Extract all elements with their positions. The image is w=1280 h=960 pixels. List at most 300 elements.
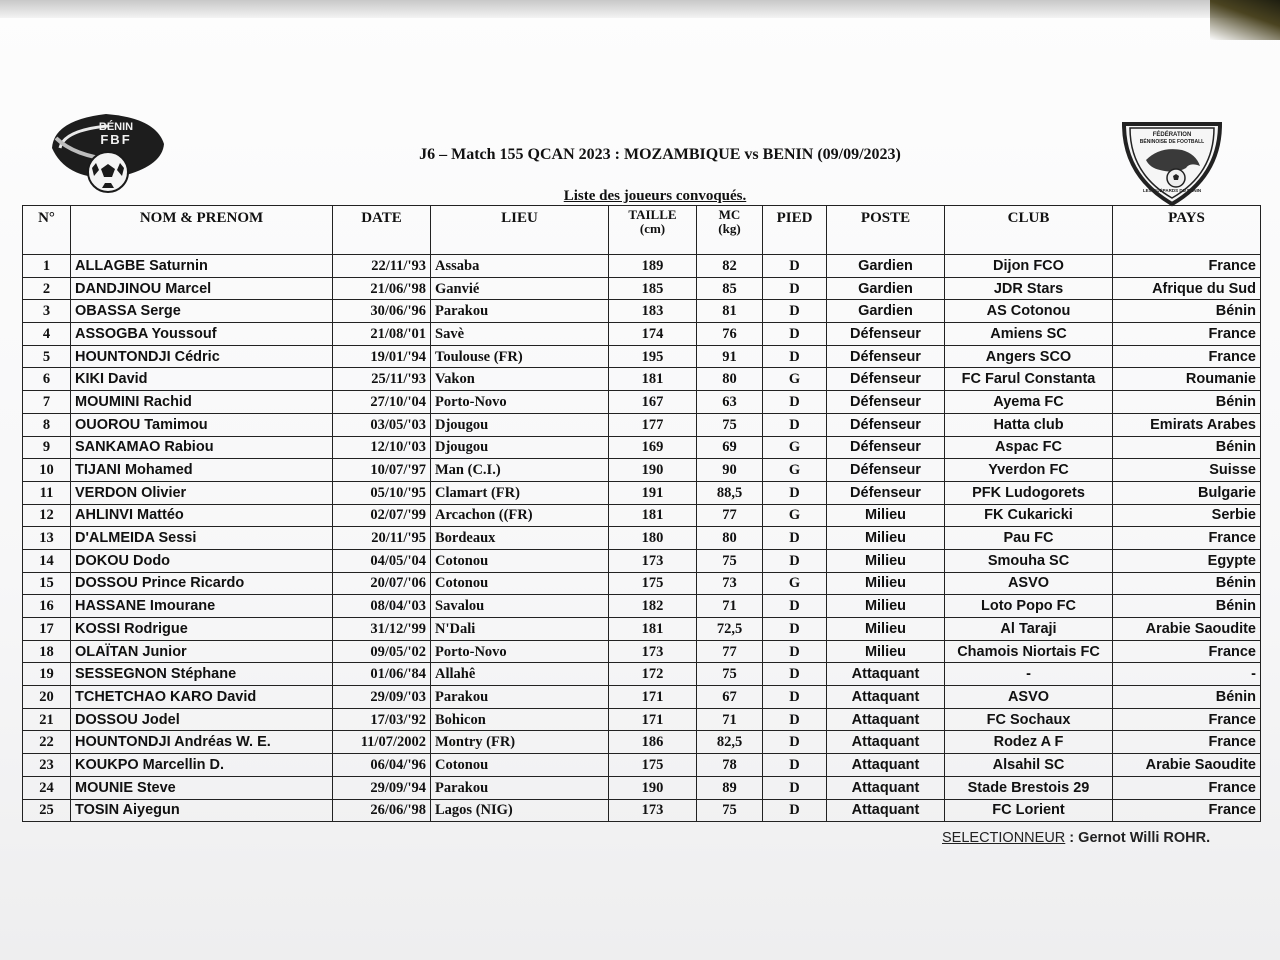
cell-date: 25/11/'93 bbox=[333, 368, 431, 391]
cell-taille: 174 bbox=[609, 323, 697, 346]
cell-club: Smouha SC bbox=[945, 549, 1113, 572]
cell-mc: 73 bbox=[697, 572, 763, 595]
cell-taille: 181 bbox=[609, 504, 697, 527]
cell-club: Alsahil SC bbox=[945, 754, 1113, 777]
cell-lieu: Arcachon ((FR) bbox=[431, 504, 609, 527]
table-row bbox=[23, 300, 1261, 323]
col-header-club: CLUB bbox=[945, 206, 1113, 255]
table-row bbox=[23, 323, 1261, 346]
cell-mc: 80 bbox=[697, 368, 763, 391]
cell-lieu: N'Dali bbox=[431, 618, 609, 641]
cell-num: 10 bbox=[23, 459, 71, 482]
cell-lieu: Cotonou bbox=[431, 754, 609, 777]
cell-club: AS Cotonou bbox=[945, 300, 1113, 323]
cell-taille: 175 bbox=[609, 572, 697, 595]
cell-lieu: Parakou bbox=[431, 300, 609, 323]
cell-poste: Milieu bbox=[827, 504, 945, 527]
cell-mc: 77 bbox=[697, 504, 763, 527]
cell-mc: 76 bbox=[697, 323, 763, 346]
paper-edge bbox=[0, 0, 1280, 18]
cell-pays: France bbox=[1113, 776, 1261, 799]
cell-name: MOUMINI Rachid bbox=[71, 391, 333, 414]
cell-num: 7 bbox=[23, 391, 71, 414]
cell-pied: D bbox=[763, 323, 827, 346]
cell-name: HOUNTONDJI Andréas W. E. bbox=[71, 731, 333, 754]
table-row bbox=[23, 663, 1261, 686]
cell-num: 22 bbox=[23, 731, 71, 754]
col-header-name: NOM & PRENOM bbox=[71, 206, 333, 255]
cell-num: 2 bbox=[23, 277, 71, 300]
cell-pied: D bbox=[763, 481, 827, 504]
cell-date: 29/09/'94 bbox=[333, 776, 431, 799]
cell-mc: 89 bbox=[697, 776, 763, 799]
svg-text:BÉNINOISE DE FOOTBALL: BÉNINOISE DE FOOTBALL bbox=[1139, 139, 1205, 145]
cell-taille: 173 bbox=[609, 799, 697, 822]
cell-pied: D bbox=[763, 255, 827, 278]
cell-num: 21 bbox=[23, 708, 71, 731]
cell-mc: 71 bbox=[697, 708, 763, 731]
table-row bbox=[23, 368, 1261, 391]
cell-pied: D bbox=[763, 413, 827, 436]
cell-pied: D bbox=[763, 799, 827, 822]
cell-poste: Défenseur bbox=[827, 481, 945, 504]
cell-poste: Gardien bbox=[827, 300, 945, 323]
list-subtitle: Liste des joueurs convoqués. bbox=[563, 188, 747, 204]
cell-lieu: Bohicon bbox=[431, 708, 609, 731]
cell-club: PFK Ludogorets bbox=[945, 481, 1113, 504]
match-title: J6 – Match 155 QCAN 2023 : MOZAMBIQUE vs BENIN (09/09/2023) bbox=[419, 146, 901, 163]
cell-name: SANKAMAO Rabiou bbox=[71, 436, 333, 459]
cell-mc: 67 bbox=[697, 686, 763, 709]
cell-name: TIJANI Mohamed bbox=[71, 459, 333, 482]
cell-mc: 63 bbox=[697, 391, 763, 414]
col-header-poste: POSTE bbox=[827, 206, 945, 255]
cell-pied: G bbox=[763, 504, 827, 527]
cell-num: 18 bbox=[23, 640, 71, 663]
cell-poste: Milieu bbox=[827, 640, 945, 663]
cell-name: TCHETCHAO KARO David bbox=[71, 686, 333, 709]
col-header-date: DATE bbox=[333, 206, 431, 255]
cell-name: HASSANE Imourane bbox=[71, 595, 333, 618]
players-table bbox=[22, 205, 1261, 822]
cell-lieu: Toulouse (FR) bbox=[431, 345, 609, 368]
cell-pays: Bulgarie bbox=[1113, 481, 1261, 504]
table-row bbox=[23, 345, 1261, 368]
cell-taille: 167 bbox=[609, 391, 697, 414]
cell-pays: France bbox=[1113, 708, 1261, 731]
table-row bbox=[23, 595, 1261, 618]
cell-pied: D bbox=[763, 731, 827, 754]
cell-mc: 81 bbox=[697, 300, 763, 323]
cell-mc: 75 bbox=[697, 799, 763, 822]
cell-lieu: Cotonou bbox=[431, 572, 609, 595]
cell-club: Hatta club bbox=[945, 413, 1113, 436]
cell-pays: Bénin bbox=[1113, 686, 1261, 709]
table-row bbox=[23, 436, 1261, 459]
cell-taille: 175 bbox=[609, 754, 697, 777]
cell-pays: Egypte bbox=[1113, 549, 1261, 572]
cell-lieu: Djougou bbox=[431, 436, 609, 459]
cell-club: Yverdon FC bbox=[945, 459, 1113, 482]
cell-name: SESSEGNON Stéphane bbox=[71, 663, 333, 686]
cell-club: Dijon FCO bbox=[945, 255, 1113, 278]
cell-mc: 82 bbox=[697, 255, 763, 278]
cell-poste: Défenseur bbox=[827, 413, 945, 436]
cell-club: Ayema FC bbox=[945, 391, 1113, 414]
cell-num: 8 bbox=[23, 413, 71, 436]
cell-date: 20/11/'95 bbox=[333, 527, 431, 550]
cell-num: 1 bbox=[23, 255, 71, 278]
cell-lieu: Savalou bbox=[431, 595, 609, 618]
cell-poste: Défenseur bbox=[827, 436, 945, 459]
cell-num: 24 bbox=[23, 776, 71, 799]
cell-club: Aspac FC bbox=[945, 436, 1113, 459]
cell-club: Amiens SC bbox=[945, 323, 1113, 346]
col-header-mc bbox=[697, 206, 763, 255]
cell-pays: Serbie bbox=[1113, 504, 1261, 527]
cell-club: JDR Stars bbox=[945, 277, 1113, 300]
cell-taille: 195 bbox=[609, 345, 697, 368]
cell-name: DOSSOU Prince Ricardo bbox=[71, 572, 333, 595]
cell-name: KOSSI Rodrigue bbox=[71, 618, 333, 641]
table-row bbox=[23, 413, 1261, 436]
cell-date: 26/06/'98 bbox=[333, 799, 431, 822]
cell-taille: 173 bbox=[609, 640, 697, 663]
table-row bbox=[23, 618, 1261, 641]
cell-taille: 191 bbox=[609, 481, 697, 504]
cell-date: 27/10/'04 bbox=[333, 391, 431, 414]
cell-taille: 172 bbox=[609, 663, 697, 686]
cell-taille: 173 bbox=[609, 549, 697, 572]
cell-date: 08/04/'03 bbox=[333, 595, 431, 618]
cell-pays: France bbox=[1113, 323, 1261, 346]
mc-unit: (kg) bbox=[718, 221, 741, 236]
cell-poste: Milieu bbox=[827, 572, 945, 595]
cell-poste: Défenseur bbox=[827, 323, 945, 346]
cell-taille: 186 bbox=[609, 731, 697, 754]
cell-club: ASVO bbox=[945, 686, 1113, 709]
cell-pied: G bbox=[763, 368, 827, 391]
cell-name: MOUNIE Steve bbox=[71, 776, 333, 799]
cell-pays: Afrique du Sud bbox=[1113, 277, 1261, 300]
cell-mc: 77 bbox=[697, 640, 763, 663]
cell-lieu: Djougou bbox=[431, 413, 609, 436]
cell-taille: 182 bbox=[609, 595, 697, 618]
cell-club: Chamois Niortais FC bbox=[945, 640, 1113, 663]
cell-lieu: Clamart (FR) bbox=[431, 481, 609, 504]
cell-mc: 88,5 bbox=[697, 481, 763, 504]
cell-name: OBASSA Serge bbox=[71, 300, 333, 323]
col-header-num: N° bbox=[23, 206, 71, 255]
cell-num: 13 bbox=[23, 527, 71, 550]
cell-pays: - bbox=[1113, 663, 1261, 686]
cell-pied: D bbox=[763, 345, 827, 368]
cell-poste: Attaquant bbox=[827, 708, 945, 731]
cell-club: Stade Brestois 29 bbox=[945, 776, 1113, 799]
table-row bbox=[23, 391, 1261, 414]
cell-taille: 185 bbox=[609, 277, 697, 300]
cell-date: 20/07/'06 bbox=[333, 572, 431, 595]
cell-num: 14 bbox=[23, 549, 71, 572]
cell-date: 11/07/2002 bbox=[333, 731, 431, 754]
cell-mc: 85 bbox=[697, 277, 763, 300]
table-row bbox=[23, 527, 1261, 550]
cell-num: 25 bbox=[23, 799, 71, 822]
cell-lieu: Montry (FR) bbox=[431, 731, 609, 754]
cell-num: 3 bbox=[23, 300, 71, 323]
background-corner bbox=[1210, 0, 1280, 40]
table-row bbox=[23, 754, 1261, 777]
cell-name: ALLAGBE Saturnin bbox=[71, 255, 333, 278]
cell-pied: D bbox=[763, 686, 827, 709]
cell-name: VERDON Olivier bbox=[71, 481, 333, 504]
cell-pays: Bénin bbox=[1113, 391, 1261, 414]
cell-club: FC Lorient bbox=[945, 799, 1113, 822]
col-header-pied: PIED bbox=[763, 206, 827, 255]
cell-pays: France bbox=[1113, 731, 1261, 754]
col-header-pays: PAYS bbox=[1113, 206, 1261, 255]
cell-name: AHLINVI Mattéo bbox=[71, 504, 333, 527]
cell-lieu: Savè bbox=[431, 323, 609, 346]
cell-taille: 177 bbox=[609, 413, 697, 436]
cell-pied: D bbox=[763, 663, 827, 686]
cell-pays: Roumanie bbox=[1113, 368, 1261, 391]
players-table-body bbox=[23, 255, 1261, 822]
cell-poste: Défenseur bbox=[827, 345, 945, 368]
cell-pied: G bbox=[763, 572, 827, 595]
table-row bbox=[23, 481, 1261, 504]
cell-club: FC Sochaux bbox=[945, 708, 1113, 731]
coach-label: SELECTIONNEUR bbox=[942, 830, 1066, 846]
cell-poste: Attaquant bbox=[827, 686, 945, 709]
cell-date: 06/04/'96 bbox=[333, 754, 431, 777]
cell-pays: Emirats Arabes bbox=[1113, 413, 1261, 436]
cell-date: 05/10/'95 bbox=[333, 481, 431, 504]
cell-date: 17/03/'92 bbox=[333, 708, 431, 731]
table-row bbox=[23, 255, 1261, 278]
cell-poste: Milieu bbox=[827, 595, 945, 618]
cell-poste: Milieu bbox=[827, 527, 945, 550]
cell-pied: D bbox=[763, 549, 827, 572]
cell-taille: 189 bbox=[609, 255, 697, 278]
svg-text:BÉNIN: BÉNIN bbox=[98, 121, 134, 133]
cell-name: DOKOU Dodo bbox=[71, 549, 333, 572]
cell-pied: D bbox=[763, 300, 827, 323]
cell-pays: Bénin bbox=[1113, 300, 1261, 323]
cell-poste: Attaquant bbox=[827, 663, 945, 686]
table-row bbox=[23, 572, 1261, 595]
cell-pays: France bbox=[1113, 255, 1261, 278]
cell-pays: Arabie Saoudite bbox=[1113, 618, 1261, 641]
cell-name: DANDJINOU Marcel bbox=[71, 277, 333, 300]
cell-date: 10/07/'97 bbox=[333, 459, 431, 482]
cell-club: Al Taraji bbox=[945, 618, 1113, 641]
cell-mc: 75 bbox=[697, 549, 763, 572]
table-row bbox=[23, 799, 1261, 822]
cell-date: 12/10/'03 bbox=[333, 436, 431, 459]
cell-num: 4 bbox=[23, 323, 71, 346]
table-row bbox=[23, 708, 1261, 731]
cell-pays: Bénin bbox=[1113, 572, 1261, 595]
cell-pays: Bénin bbox=[1113, 595, 1261, 618]
cell-date: 21/06/'98 bbox=[333, 277, 431, 300]
cell-mc: 78 bbox=[697, 754, 763, 777]
cell-pays: France bbox=[1113, 345, 1261, 368]
cell-mc: 91 bbox=[697, 345, 763, 368]
cell-club: - bbox=[945, 663, 1113, 686]
cell-pays: France bbox=[1113, 527, 1261, 550]
col-header-taille bbox=[609, 206, 697, 255]
cell-num: 17 bbox=[23, 618, 71, 641]
cell-lieu: Cotonou bbox=[431, 549, 609, 572]
cell-pied: D bbox=[763, 776, 827, 799]
coach-line bbox=[942, 830, 1210, 846]
cell-lieu: Man (C.I.) bbox=[431, 459, 609, 482]
coach-separator: : bbox=[1065, 830, 1079, 846]
cell-taille: 171 bbox=[609, 686, 697, 709]
cell-name: ASSOGBA Youssouf bbox=[71, 323, 333, 346]
cell-lieu: Lagos (NIG) bbox=[431, 799, 609, 822]
cell-taille: 181 bbox=[609, 368, 697, 391]
cell-pied: D bbox=[763, 595, 827, 618]
cell-pied: D bbox=[763, 640, 827, 663]
cell-mc: 75 bbox=[697, 663, 763, 686]
cell-club: Angers SCO bbox=[945, 345, 1113, 368]
cell-name: D'ALMEIDA Sessi bbox=[71, 527, 333, 550]
cell-name: KIKI David bbox=[71, 368, 333, 391]
cell-pied: D bbox=[763, 391, 827, 414]
cell-poste: Défenseur bbox=[827, 391, 945, 414]
cell-poste: Attaquant bbox=[827, 754, 945, 777]
table-row bbox=[23, 277, 1261, 300]
cell-club: FC Farul Constanta bbox=[945, 368, 1113, 391]
cell-date: 29/09/'03 bbox=[333, 686, 431, 709]
taille-label: TAILLE bbox=[628, 207, 677, 222]
cell-num: 15 bbox=[23, 572, 71, 595]
cell-pied: G bbox=[763, 436, 827, 459]
cell-num: 5 bbox=[23, 345, 71, 368]
table-row bbox=[23, 686, 1261, 709]
cell-poste: Attaquant bbox=[827, 731, 945, 754]
cell-lieu: Ganvié bbox=[431, 277, 609, 300]
table-row bbox=[23, 504, 1261, 527]
cell-num: 9 bbox=[23, 436, 71, 459]
cell-taille: 169 bbox=[609, 436, 697, 459]
cell-name: TOSIN Aiyegun bbox=[71, 799, 333, 822]
cell-poste: Défenseur bbox=[827, 459, 945, 482]
cell-num: 19 bbox=[23, 663, 71, 686]
cell-name: HOUNTONDJI Cédric bbox=[71, 345, 333, 368]
cell-taille: 190 bbox=[609, 459, 697, 482]
cell-num: 20 bbox=[23, 686, 71, 709]
cell-poste: Gardien bbox=[827, 255, 945, 278]
cell-mc: 72,5 bbox=[697, 618, 763, 641]
cell-lieu: Allahê bbox=[431, 663, 609, 686]
table-row bbox=[23, 459, 1261, 482]
table-row bbox=[23, 640, 1261, 663]
cell-lieu: Assaba bbox=[431, 255, 609, 278]
cell-taille: 180 bbox=[609, 527, 697, 550]
cell-mc: 82,5 bbox=[697, 731, 763, 754]
cell-poste: Attaquant bbox=[827, 776, 945, 799]
cell-pays: France bbox=[1113, 640, 1261, 663]
cell-lieu: Porto-Novo bbox=[431, 640, 609, 663]
cell-taille: 190 bbox=[609, 776, 697, 799]
cell-name: DOSSOU Jodel bbox=[71, 708, 333, 731]
cell-taille: 181 bbox=[609, 618, 697, 641]
cell-pied: G bbox=[763, 459, 827, 482]
cell-poste: Défenseur bbox=[827, 368, 945, 391]
cell-mc: 69 bbox=[697, 436, 763, 459]
cell-date: 21/08/'01 bbox=[333, 323, 431, 346]
cell-taille: 183 bbox=[609, 300, 697, 323]
cell-poste: Milieu bbox=[827, 549, 945, 572]
coach-name: Gernot Willi ROHR. bbox=[1078, 830, 1211, 846]
cell-lieu: Parakou bbox=[431, 776, 609, 799]
cell-date: 30/06/'96 bbox=[333, 300, 431, 323]
cell-lieu: Parakou bbox=[431, 686, 609, 709]
cell-date: 09/05/'02 bbox=[333, 640, 431, 663]
cell-date: 04/05/'04 bbox=[333, 549, 431, 572]
cell-lieu: Porto-Novo bbox=[431, 391, 609, 414]
cell-date: 22/11/'93 bbox=[333, 255, 431, 278]
cell-date: 03/05/'03 bbox=[333, 413, 431, 436]
table-row bbox=[23, 731, 1261, 754]
cell-pied: D bbox=[763, 527, 827, 550]
cell-pied: D bbox=[763, 754, 827, 777]
cell-pays: Bénin bbox=[1113, 436, 1261, 459]
cell-club: Rodez A F bbox=[945, 731, 1113, 754]
cell-date: 02/07/'99 bbox=[333, 504, 431, 527]
cell-name: OUOROU Tamimou bbox=[71, 413, 333, 436]
cell-mc: 71 bbox=[697, 595, 763, 618]
cell-mc: 80 bbox=[697, 527, 763, 550]
cell-poste: Attaquant bbox=[827, 799, 945, 822]
cell-pied: D bbox=[763, 277, 827, 300]
cell-pied: D bbox=[763, 618, 827, 641]
table-row bbox=[23, 776, 1261, 799]
cell-mc: 75 bbox=[697, 413, 763, 436]
svg-text:FÉDÉRATION: FÉDÉRATION bbox=[1152, 132, 1192, 138]
cell-date: 31/12/'99 bbox=[333, 618, 431, 641]
cell-date: 01/06/'84 bbox=[333, 663, 431, 686]
cell-club: FK Cukaricki bbox=[945, 504, 1113, 527]
table-header-row bbox=[23, 206, 1261, 255]
taille-unit: (cm) bbox=[639, 221, 666, 236]
cell-pays: Suisse bbox=[1113, 459, 1261, 482]
cell-name: KOUKPO Marcellin D. bbox=[71, 754, 333, 777]
cell-club: ASVO bbox=[945, 572, 1113, 595]
cell-pied: D bbox=[763, 708, 827, 731]
cell-num: 23 bbox=[23, 754, 71, 777]
cell-club: Pau FC bbox=[945, 527, 1113, 550]
cell-taille: 171 bbox=[609, 708, 697, 731]
cell-club: Loto Popo FC bbox=[945, 595, 1113, 618]
mc-label: MC bbox=[718, 207, 741, 222]
cell-num: 11 bbox=[23, 481, 71, 504]
cell-date: 19/01/'94 bbox=[333, 345, 431, 368]
cell-pays: Arabie Saoudite bbox=[1113, 754, 1261, 777]
svg-text:FBF: FBF bbox=[100, 132, 132, 147]
table-row bbox=[23, 549, 1261, 572]
cell-mc: 90 bbox=[697, 459, 763, 482]
cell-num: 12 bbox=[23, 504, 71, 527]
cell-poste: Milieu bbox=[827, 618, 945, 641]
col-header-lieu: LIEU bbox=[431, 206, 609, 255]
cell-pays: France bbox=[1113, 799, 1261, 822]
cell-name: OLAÏTAN Junior bbox=[71, 640, 333, 663]
cell-poste: Gardien bbox=[827, 277, 945, 300]
